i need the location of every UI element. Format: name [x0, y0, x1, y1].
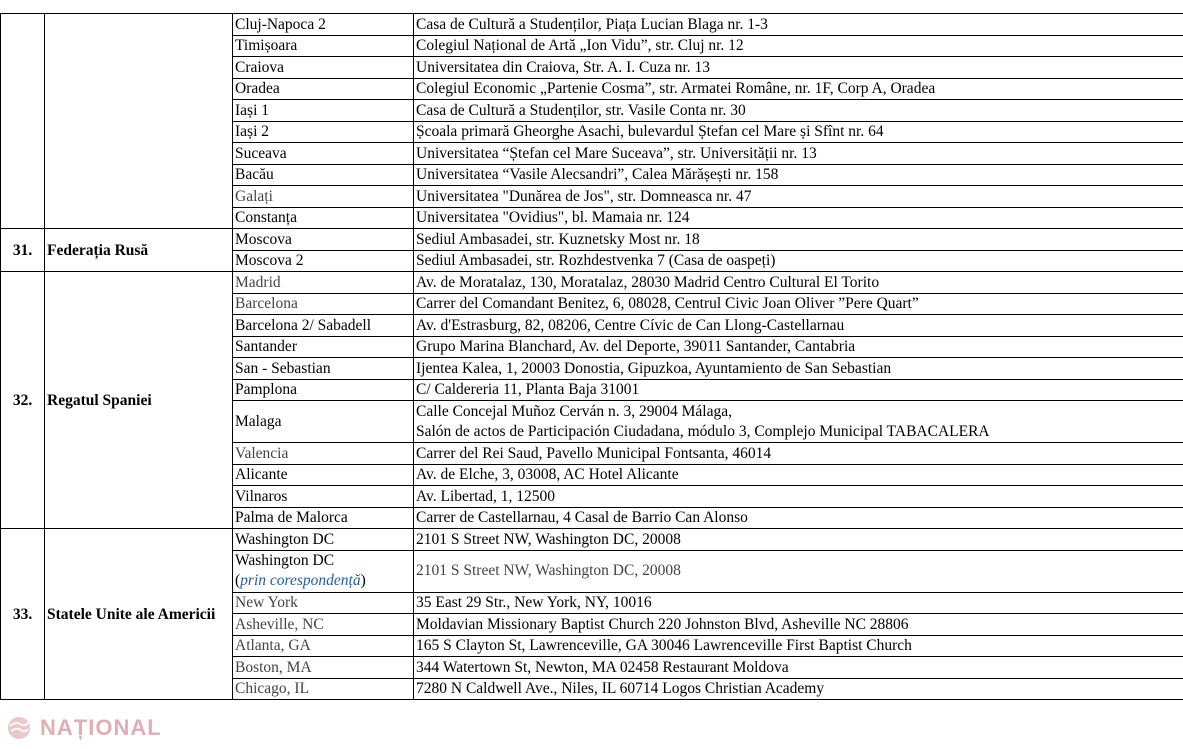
- city-cell: Chicago, IL: [233, 678, 414, 700]
- correspondence-link[interactable]: prin corespondență: [240, 572, 361, 589]
- section-number: 33.: [1, 529, 45, 700]
- address-cell: Carrer del Rei Saud, Pavello Municipal Fontsanta, 46014: [414, 443, 1183, 465]
- city-cell: Moscova 2: [233, 250, 414, 272]
- address-cell: 7280 N Caldwell Ave., Niles, IL 60714 Logos Christian Academy: [414, 678, 1183, 700]
- table-row: [1, 229, 1183, 251]
- city-cell: San - Sebastian: [233, 358, 414, 380]
- city-cell: Madrid: [233, 272, 414, 294]
- city-cell: Boston, MA: [233, 657, 414, 679]
- address-cell: Universitatea “Ștefan cel Mare Suceava”, str. Universității nr. 13: [414, 143, 1183, 165]
- address-cell: Sediul Ambasadei, str. Kuznetsky Most nr. 18: [414, 229, 1183, 251]
- city-cell: Suceava: [233, 143, 414, 165]
- city-cell: Galați: [233, 186, 414, 208]
- city-cell: Moscova: [233, 229, 414, 251]
- watermark-text: NAȚIONAL: [40, 715, 162, 740]
- country-name: Regatul Spaniei: [45, 272, 233, 529]
- address-cell: Av. d'Estrasburg, 82, 08206, Centre Cívic de Can Llong-Castellarnau: [414, 315, 1183, 337]
- address-cell: Carrer de Castellarnau, 4 Casal de Barrio Can Alonso: [414, 507, 1183, 529]
- address-cell: Carrer del Comandant Benitez, 6, 08028, Centrul Civic Joan Oliver ”Pere Quart”: [414, 293, 1183, 315]
- address-line-1: Calle Concejal Muñoz Cerván n. 3, 29004 Málaga,: [416, 402, 732, 420]
- address-cell: 2101 S Street NW, Washington DC, 20008: [414, 529, 1183, 551]
- city-cell: Bacău: [233, 164, 414, 186]
- address-cell: C/ Caldereria 11, Planta Baja 31001: [414, 379, 1183, 401]
- table-row: [1, 529, 1183, 551]
- address-cell: Colegiul Național de Artă „Ion Vidu”, str. Cluj nr. 12: [414, 35, 1183, 57]
- country-name: Statele Unite ale Americii: [45, 529, 233, 700]
- address-cell: 165 S Clayton St, Lawrenceville, GA 30046 Lawrenceville First Baptist Church: [414, 635, 1183, 657]
- address-cell: Școala primară Gheorghe Asachi, bulevardul Ștefan cel Mare și Sfînt nr. 64: [414, 121, 1183, 143]
- address-cell: Casa de Cultură a Studenților, str. Vasile Conta nr. 30: [414, 100, 1183, 122]
- address-cell: Moldavian Missionary Baptist Church 220 Johnston Blvd, Asheville NC 28806: [414, 614, 1183, 636]
- table-row: [1, 14, 1183, 36]
- address-cell: Universitatea din Craiova, Str. A. I. Cuza nr. 13: [414, 57, 1183, 79]
- address-cell: 35 East 29 Str., New York, NY, 10016: [414, 592, 1183, 614]
- section-number: [1, 14, 45, 229]
- table-row: [1, 272, 1183, 294]
- city-cell: Palma de Malorca: [233, 507, 414, 529]
- city-cell: Barcelona 2/ Sabadell: [233, 315, 414, 337]
- polling-stations-table: [0, 13, 1183, 700]
- city-cell: Alicante: [233, 464, 414, 486]
- city-cell: Valencia: [233, 443, 414, 465]
- city-name: Washington DC: [235, 552, 335, 569]
- globe-logo-icon: [6, 715, 32, 741]
- city-cell: Vilnaros: [233, 486, 414, 508]
- address-cell: Av. Libertad, 1, 12500: [414, 486, 1183, 508]
- address-cell: Ijentea Kalea, 1, 20003 Donostia, Gipuzkoa, Ayuntamiento de San Sebastian: [414, 358, 1183, 380]
- country-name: [45, 14, 233, 229]
- city-cell: Washington DC: [233, 529, 414, 551]
- address-cell: Sediul Ambasadei, str. Rozhdestvenka 7 (Casa de oaspeți): [414, 250, 1183, 272]
- city-cell: Barcelona: [233, 293, 414, 315]
- address-cell: Av. de Elche, 3, 03008, AC Hotel Alicante: [414, 464, 1183, 486]
- city-cell: Pamplona: [233, 379, 414, 401]
- city-cell: Atlanta, GA: [233, 635, 414, 657]
- city-cell: Iași 2: [233, 121, 414, 143]
- address-cell: Universitatea “Vasile Alecsandri”, Calea Mărășești nr. 158: [414, 164, 1183, 186]
- city-cell: Craiova: [233, 57, 414, 79]
- city-cell: Constanța: [233, 207, 414, 229]
- city-cell: Asheville, NC: [233, 614, 414, 636]
- city-cell: Santander: [233, 336, 414, 358]
- address-cell: 344 Watertown St, Newton, MA 02458 Restaurant Moldova: [414, 657, 1183, 679]
- address-line-2: Salón de actos de Participación Ciudadana, módulo 3, Complejo Municipal TABACALERA: [416, 422, 990, 440]
- address-cell: Av. de Moratalaz, 130, Moratalaz, 28030 Madrid Centro Cultural El Torito: [414, 272, 1183, 294]
- address-cell: Colegiul Economic „Partenie Cosma”, str. Armatei Române, nr. 1F, Corp A, Oradea: [414, 78, 1183, 100]
- section-number: 32.: [1, 272, 45, 529]
- city-cell: Cluj-Napoca 2: [233, 14, 414, 36]
- city-cell: Timișoara: [233, 35, 414, 57]
- address-cell: Universitatea "Dunărea de Jos", str. Domneasca nr. 47: [414, 186, 1183, 208]
- city-note: (prin corespondență): [235, 572, 366, 589]
- country-name: Federația Rusă: [45, 229, 233, 272]
- city-cell: Iași 1: [233, 100, 414, 122]
- address-cell: Grupo Marina Blanchard, Av. del Deporte, 39011 Santander, Cantabria: [414, 336, 1183, 358]
- address-cell: Casa de Cultură a Studenților, Piața Lucian Blaga nr. 1-3: [414, 14, 1183, 36]
- city-cell: [233, 550, 414, 592]
- address-cell: 2101 S Street NW, Washington DC, 20008: [414, 550, 1183, 592]
- watermark-logo: [6, 715, 162, 741]
- address-cell: [414, 401, 1183, 443]
- city-cell: New York: [233, 592, 414, 614]
- address-cell: Universitatea "Ovidius", bl. Mamaia nr. 124: [414, 207, 1183, 229]
- city-cell: Malaga: [233, 401, 414, 443]
- section-number: 31.: [1, 229, 45, 272]
- city-cell: Oradea: [233, 78, 414, 100]
